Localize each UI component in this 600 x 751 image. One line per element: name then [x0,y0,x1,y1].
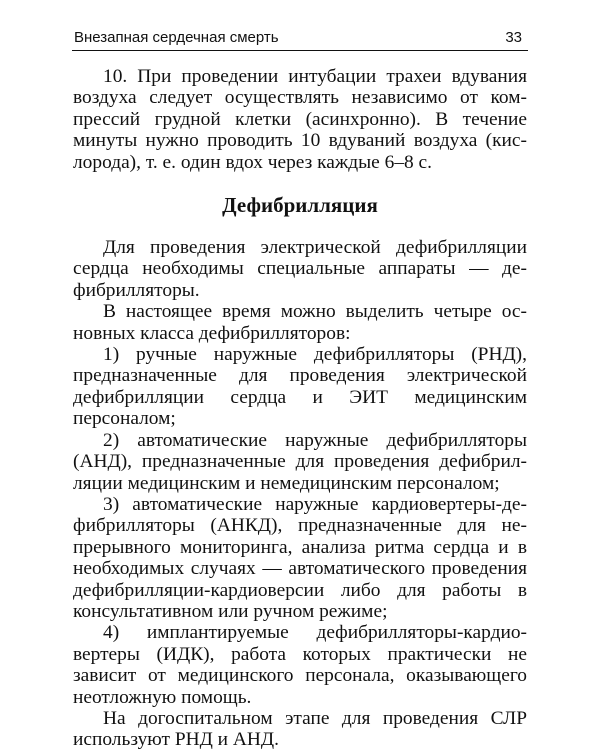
running-title: Внезапная сердечная смерть [74,29,279,46]
paragraph-final: На догоспитальном этапе для проведения СЛР используют РНД и АНД. [73,707,527,751]
list-item-2: 2) автоматические наружные дефибрилляторы (АНД), предназначенные для проведения дефибрилляции медицинским и немедицинским персоналом; [73,429,527,494]
intro-item-paragraph: 10. При проведении интубации трахеи вдувания воздуха следует осуществлять независимо от компрессий грудной клетки (асинхронно). В течение минуты нужно проводить 10 вдуваний воздуха (кислорода), т. е. один вдох через каждые 6–8 с. [73,66,527,173]
section-title: Дефибрилляция [222,193,378,218]
list-item-3: 3) автоматические наружные кардиовертеры-дефибрилляторы (АНКД), предназначенные для непрерывного мониторинга, анализа ритма сердца и в необходимых случаях — автоматического проведения дефибрилляции-кардиоверсии либо для работы в консультативном или ручном режиме; [73,493,527,622]
page-body [73,66,527,751]
list-item-1: 1) ручные наружные дефибрилляторы (РНД), предназначенные для проведения электрической дефибрилляции сердца и ЭИТ медицинским персоналом; [73,344,527,430]
paragraph-2: В настоящее время можно выделить четыре основных класса дефибрилляторов: [73,301,527,344]
running-header [72,28,528,51]
paragraph-1: Для проведения электрической дефибрилляции сердца необходимы специальные аппараты — дефибрилляторы. [73,237,527,301]
list-item-4: 4) имплантируемые дефибрилляторы-кардиовертеры (ИДК), работа которых практически не зависит от медицинского персонала, оказывающего неотложную помощь. [73,622,527,708]
page-number: 33 [505,29,522,46]
